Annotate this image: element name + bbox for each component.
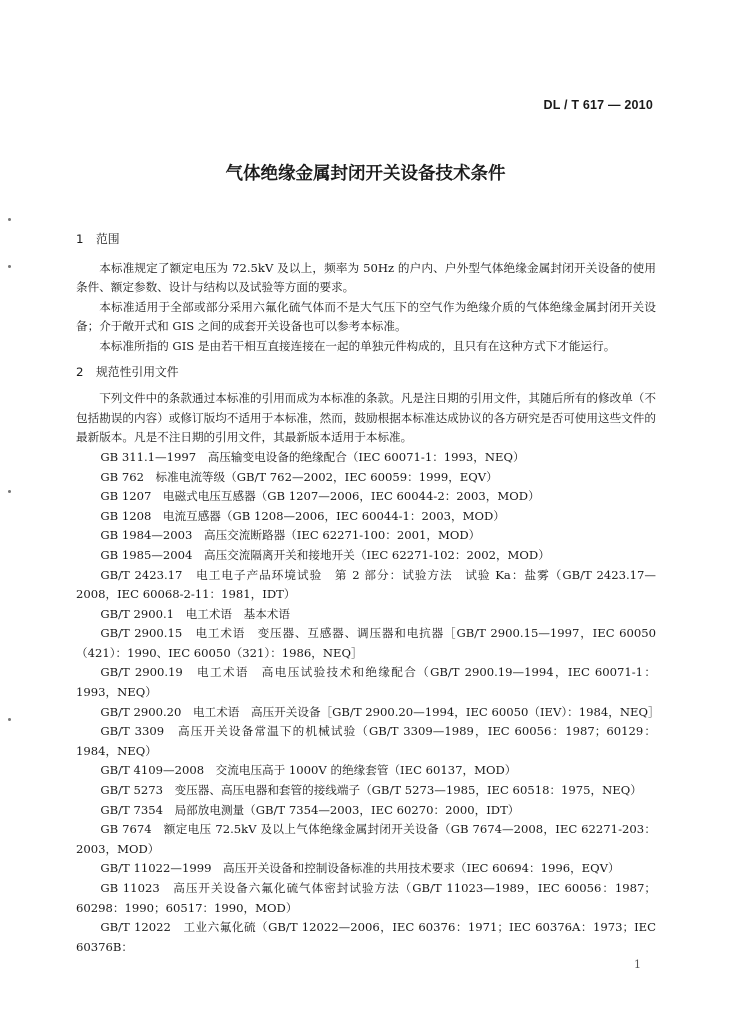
margin-dot — [8, 718, 11, 721]
margin-dot — [8, 218, 11, 221]
reference-item: GB 7674 额定电压 72.5kV 及以上气体绝缘金属封闭开关设备（GB 7674—2008，IEC 62271-203：2003，MOD） — [76, 822, 656, 856]
margin-dot — [8, 490, 11, 493]
reference-list — [76, 448, 660, 957]
reference-item: GB 1984—2003 高压交流断路器（IEC 62271-100：2001，MOD） — [100, 528, 481, 543]
scope-paragraph: 本标准规定了额定电压为 72.5kV 及以上，频率为 50Hz 的户内、户外型气体绝缘金属封闭开关设备的使用条件、额定参数、设计与结构以及试验等方面的要求。 — [76, 260, 656, 295]
reference-item: GB/T 2900.15 电工术语 变压器、互感器、调压器和电抗器［GB/T 2900.15—1997，IEC 60050（421）：1990、IEC 60050（321）：1986，NEQ］ — [76, 626, 656, 660]
document-body — [76, 230, 660, 957]
document-title: 气体绝缘金属封闭开关设备技术条件 — [225, 164, 506, 184]
section-heading-references — [76, 363, 656, 383]
section-number: 1 — [76, 232, 84, 246]
section-heading-scope — [76, 230, 656, 250]
reference-item: GB 311.1—1997 高压输变电设备的绝缘配合（IEC 60071-1：1993，NEQ） — [100, 449, 525, 464]
reference-item: GB 762 标准电流等级（GB/T 762—2002，IEC 60059：1999，EQV） — [100, 469, 498, 484]
reference-item: GB/T 2900.20 电工术语 高压开关设备［GB/T 2900.20—1994，IEC 60050（IEV）：1984，NEQ］ — [100, 704, 660, 719]
section-title: 范围 — [96, 232, 120, 246]
reference-item: GB/T 3309 高压开关设备常温下的机械试验（GB/T 3309—1989，IEC 60056：1987；60129：1984，NEQ） — [76, 724, 656, 758]
reference-item: GB 1207 电磁式电压互感器（GB 1207—2006，IEC 60044-2：2003，MOD） — [100, 489, 540, 504]
reference-item: GB 1985—2004 高压交流隔离开关和接地开关（IEC 62271-102：2002，MOD） — [100, 547, 550, 562]
reference-item: GB/T 7354 局部放电测量（GB/T 7354—2003，IEC 60270：2000，IDT） — [100, 802, 520, 817]
reference-item: GB 11023 高压开关设备六氟化硫气体密封试验方法（GB/T 11023—1989，IEC 60056：1987；60298：1990；60517：1990，MOD） — [76, 881, 656, 915]
reference-item: GB/T 2900.19 电工术语 高电压试验技术和绝缘配合（GB/T 2900.19—1994，IEC 60071-1：1993，NEQ） — [76, 665, 656, 700]
reference-item: GB/T 2900.1 电工术语 基本术语 — [100, 606, 290, 621]
margin-dot — [8, 265, 11, 268]
reference-item: GB/T 2423.17 电工电子产品环境试验 第 2 部分：试验方法 试验 Ka：盐雾（GB/T 2423.17—2008，IEC 60068-2-11：1981，IDT） — [76, 567, 656, 602]
scope-paragraph: 本标准适用于全部或部分采用六氟化硫气体而不是大气压下的空气作为绝缘介质的气体绝缘金属封闭开关设备；介于敞开式和 GIS 之间的成套开关设备也可以参考本标准。 — [76, 299, 656, 334]
reference-item: GB/T 5273 变压器、高压电器和套管的接线端子（GB/T 5273—1985，IEC 60518：1975，NEQ） — [100, 783, 642, 798]
reference-item: GB/T 4109—2008 交流电压高于 1000V 的绝缘套管（IEC 60137，MOD） — [100, 763, 517, 778]
reference-item: GB 1208 电流互感器（GB 1208—2006，IEC 60044-1：2003，MOD） — [100, 508, 505, 523]
scope-paragraph: 本标准所指的 GIS 是由若干相互直接连接在一起的单独元件构成的，且只有在这种方式下才能运行。 — [99, 338, 616, 353]
section-number: 2 — [76, 364, 84, 379]
reference-item: GB/T 12022 工业六氟化硫（GB/T 12022—2006，IEC 60376：1971；IEC 60376A：1973；IEC 60376B： — [76, 920, 656, 954]
reference-item: GB/T 11022—1999 高压开关设备和控制设备标准的共用技术要求（IEC 60694：1996，EQV） — [100, 861, 620, 876]
references-intro: 下列文件中的条款通过本标准的引用而成为本标准的条款。凡是注日期的引用文件，其随后所有的修改单（不包括勘误的内容）或修订版均不适用于本标准，然而，鼓励根据本标准达成协议的各方研究是否可使用这些文件的最新版本。凡是不注日期的引用文件，其最新版本适用于本标准。 — [76, 391, 656, 445]
standard-code: DL / T 617 — 2010 — [543, 98, 653, 112]
page-number: 1 — [634, 958, 641, 971]
section-title: 规范性引用文件 — [96, 364, 179, 379]
